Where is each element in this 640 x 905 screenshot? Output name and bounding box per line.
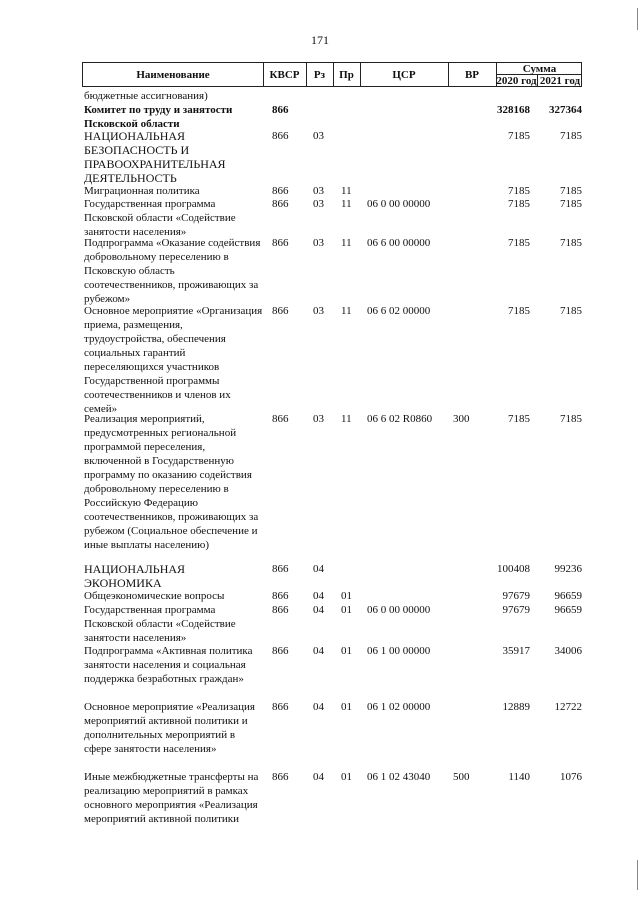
row-csr: 06 0 00 00000 <box>367 604 431 616</box>
header-vr: ВР <box>464 69 480 81</box>
header-rz: Рз <box>313 69 326 81</box>
row-2020: 7185 <box>508 305 530 317</box>
row-vr: 500 <box>453 771 470 783</box>
header-csr: ЦСР <box>392 69 416 81</box>
row-name: Реализация мероприятий, предусмотренных региональной программой переселения, включенной в Государственную программу по оказанию содействия добровольному переселению в Российскую Федерацию соотечественников, проживающих за рубежом (Социальное обеспечение и иные выплаты населению) <box>84 413 259 551</box>
row-csr: 06 6 02 R0860 <box>367 413 433 425</box>
row-name: Миграционная политика <box>84 185 200 197</box>
row-kvsr: 866 <box>272 645 289 657</box>
row-2021: 7185 <box>560 237 582 249</box>
row-name: Комитет по труду и занятости Псковской области <box>84 104 233 130</box>
header-kvsr: КВСР <box>269 69 300 81</box>
row-name: Иные межбюджетные трансферты на реализацию мероприятий в рамках основного мероприятия «Реализация мероприятий активной политики <box>84 771 259 825</box>
row-2020: 7185 <box>508 413 530 425</box>
row-2021: 99236 <box>554 563 582 575</box>
scan-edge-mark <box>637 8 638 30</box>
row-2021: 7185 <box>560 185 582 197</box>
row-rz: 04 <box>313 604 324 616</box>
row-kvsr: 866 <box>272 305 289 317</box>
row-name: Общеэкономические вопросы <box>84 590 225 602</box>
scan-edge-mark <box>637 860 638 890</box>
row-name: Подпрограмма «Оказание содействия добровольному переселению в Псковскую область соотечественников, проживающих за рубежом» <box>84 237 261 305</box>
row-pr: 01 <box>341 701 352 713</box>
row-2021: 34006 <box>554 645 582 657</box>
row-name: Основное мероприятие «Организация приема, размещения, трудоустройства, обеспечения социальных гарантий переселяющихся участников Государственной программы соотечественников и членов их семей» <box>84 305 263 415</box>
row-2020: 7185 <box>508 237 530 249</box>
row-rz: 03 <box>313 130 324 142</box>
header-sum: Сумма <box>522 63 557 75</box>
row-rz: 04 <box>313 590 324 602</box>
row-2020: 35917 <box>502 645 530 657</box>
row-2021: 327364 <box>549 104 582 116</box>
row-pr: 01 <box>341 590 352 602</box>
row-rz: 04 <box>313 645 324 657</box>
row-csr: 06 6 02 00000 <box>367 305 431 317</box>
row-kvsr: 866 <box>272 198 289 210</box>
row-name: Государственная программа Псковской области «Содействие занятости населения» <box>84 198 236 238</box>
row-2020: 328168 <box>497 104 530 116</box>
row-csr: 06 1 02 43040 <box>367 771 431 783</box>
row-2020: 7185 <box>508 198 530 210</box>
row-2021: 7185 <box>560 198 582 210</box>
row-rz: 03 <box>313 237 324 249</box>
row-2020: 97679 <box>502 604 530 616</box>
row-name: Основное мероприятие «Реализация мероприятий активной политики и дополнительных мероприятий в сфере занятости населения» <box>84 701 255 755</box>
header-2020: 2020 год <box>496 75 537 87</box>
header-name: Наименование <box>136 69 210 81</box>
table-header <box>82 62 582 87</box>
row-name: Государственная программа Псковской области «Содействие занятости населения» <box>84 604 236 644</box>
row-2021: 12722 <box>554 701 582 713</box>
row-rz: 04 <box>313 701 324 713</box>
row-2020: 7185 <box>508 185 530 197</box>
row-name: бюджетные ассигнования) <box>84 90 208 102</box>
row-pr: 11 <box>341 237 352 249</box>
row-kvsr: 866 <box>272 104 289 116</box>
row-csr: 06 6 00 00000 <box>367 237 431 249</box>
row-name: НАЦИОНАЛЬНАЯ БЕЗОПАСНОСТЬ И ПРАВООХРАНИТЕЛЬНАЯ ДЕЯТЕЛЬНОСТЬ <box>84 129 226 185</box>
row-2021: 7185 <box>560 130 582 142</box>
row-kvsr: 866 <box>272 185 289 197</box>
row-2020: 100408 <box>497 563 530 575</box>
row-rz: 04 <box>313 563 324 575</box>
row-name: Подпрограмма «Активная политика занятости населения и социальная поддержка безработных граждан» <box>84 645 253 685</box>
row-pr: 01 <box>341 771 352 783</box>
row-kvsr: 866 <box>272 563 289 575</box>
row-kvsr: 866 <box>272 701 289 713</box>
row-csr: 06 1 02 00000 <box>367 701 431 713</box>
row-kvsr: 866 <box>272 237 289 249</box>
row-rz: 03 <box>313 185 324 197</box>
row-rz: 04 <box>313 771 324 783</box>
row-csr: 06 1 00 00000 <box>367 645 431 657</box>
row-2021: 7185 <box>560 305 582 317</box>
row-pr: 01 <box>341 604 352 616</box>
row-2021: 7185 <box>560 413 582 425</box>
row-2021: 96659 <box>554 590 582 602</box>
row-pr: 11 <box>341 413 352 425</box>
header-2021: 2021 год <box>539 75 581 87</box>
row-vr: 300 <box>453 413 470 425</box>
row-2020: 12889 <box>502 701 530 713</box>
row-rz: 03 <box>313 198 324 210</box>
row-rz: 03 <box>313 413 324 425</box>
row-name: НАЦИОНАЛЬНАЯ ЭКОНОМИКА <box>84 562 186 590</box>
row-2020: 1140 <box>508 771 530 783</box>
row-kvsr: 866 <box>272 604 289 616</box>
row-2021: 1076 <box>560 771 582 783</box>
row-kvsr: 866 <box>272 130 289 142</box>
row-pr: 11 <box>341 185 352 197</box>
row-2020: 7185 <box>508 130 530 142</box>
row-csr: 06 0 00 00000 <box>367 198 431 210</box>
row-kvsr: 866 <box>272 413 289 425</box>
row-pr: 11 <box>341 305 352 317</box>
row-pr: 11 <box>341 198 352 210</box>
header-pr: Пр <box>339 69 354 81</box>
row-rz: 03 <box>313 305 324 317</box>
row-pr: 01 <box>341 645 352 657</box>
row-2020: 97679 <box>502 590 530 602</box>
row-2021: 96659 <box>554 604 582 616</box>
row-kvsr: 866 <box>272 590 289 602</box>
row-kvsr: 866 <box>272 771 289 783</box>
page-number: 171 <box>311 33 329 47</box>
